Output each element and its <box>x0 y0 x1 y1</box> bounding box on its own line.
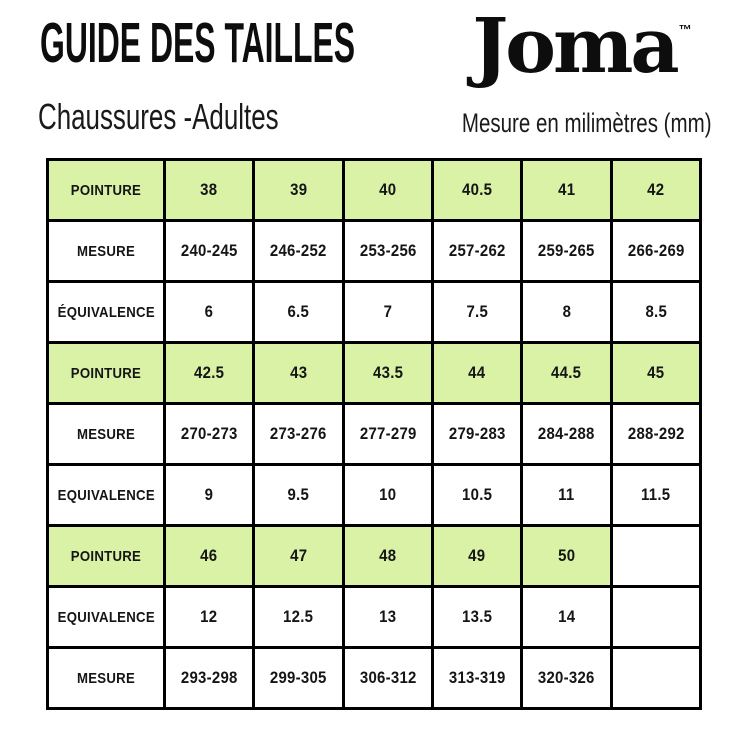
table-cell: 320-326 <box>522 648 611 709</box>
table-cell: 12.5 <box>254 587 343 648</box>
table-cell: 8 <box>522 282 611 343</box>
table-cell: 8.5 <box>611 282 700 343</box>
table-cell: 39 <box>254 160 343 221</box>
table-cell: 14 <box>522 587 611 648</box>
table-cell: 13 <box>343 587 432 648</box>
table-cell: 10.5 <box>432 465 521 526</box>
table-cell: 43.5 <box>343 343 432 404</box>
table-cell: 6 <box>165 282 254 343</box>
row-label-cell: POINTURE <box>48 160 165 221</box>
row-label-cell: ÉQUIVALENCE <box>48 282 165 343</box>
table-cell: 288-292 <box>611 404 700 465</box>
table-cell: 48 <box>343 526 432 587</box>
table-row-equivalence-1 <box>48 282 701 343</box>
table-cell: 43 <box>254 343 343 404</box>
table-cell: 41 <box>522 160 611 221</box>
size-table <box>46 158 702 710</box>
row-label-cell: MESURE <box>48 221 165 282</box>
table-cell: 40 <box>343 160 432 221</box>
table-cell: 293-298 <box>165 648 254 709</box>
table-cell: 240-245 <box>165 221 254 282</box>
table-cell: 7 <box>343 282 432 343</box>
table-cell: 259-265 <box>522 221 611 282</box>
table-cell: 45 <box>611 343 700 404</box>
row-label-cell: POINTURE <box>48 343 165 404</box>
table-row-mesure-1 <box>48 221 701 282</box>
measure-unit-note: Mesure en milimètres (mm) <box>462 108 712 138</box>
table-cell: 11 <box>522 465 611 526</box>
row-label-cell: POINTURE <box>48 526 165 587</box>
table-row-mesure-3 <box>48 648 701 709</box>
table-cell: 266-269 <box>611 221 700 282</box>
row-label-cell: MESURE <box>48 404 165 465</box>
table-row-equivalence-3 <box>48 587 701 648</box>
table-cell: 313-319 <box>432 648 521 709</box>
table-cell: 50 <box>522 526 611 587</box>
brand-block <box>452 1 712 90</box>
table-cell: 44.5 <box>522 343 611 404</box>
row-label-cell: EQUIVALENCE <box>48 465 165 526</box>
table-cell: 6.5 <box>254 282 343 343</box>
table-row-mesure-2 <box>48 404 701 465</box>
table-cell: 273-276 <box>254 404 343 465</box>
table-cell: 7.5 <box>432 282 521 343</box>
table-cell: 38 <box>165 160 254 221</box>
table-cell: 299-305 <box>254 648 343 709</box>
table-cell: 10 <box>343 465 432 526</box>
table-cell: 42.5 <box>165 343 254 404</box>
table-row-equivalence-2 <box>48 465 701 526</box>
row-label-cell: EQUIVALENCE <box>48 587 165 648</box>
joma-logo <box>472 1 692 90</box>
table-cell: 257-262 <box>432 221 521 282</box>
table-cell: 246-252 <box>254 221 343 282</box>
table-cell-empty <box>611 587 700 648</box>
table-row-pointure-3 <box>48 526 701 587</box>
table-cell: 40.5 <box>432 160 521 221</box>
table-cell: 49 <box>432 526 521 587</box>
trademark-symbol: ™ <box>678 22 692 37</box>
table-cell: 9.5 <box>254 465 343 526</box>
table-cell: 44 <box>432 343 521 404</box>
table-cell: 47 <box>254 526 343 587</box>
table-cell: 46 <box>165 526 254 587</box>
table-cell: 277-279 <box>343 404 432 465</box>
table-row-pointure-2 <box>48 343 701 404</box>
table-cell: 13.5 <box>432 587 521 648</box>
brand-wordmark: Joma <box>472 1 677 90</box>
page-subtitle: Chaussures -Adultes <box>38 96 279 137</box>
table-cell-empty <box>611 648 700 709</box>
table-cell: 284-288 <box>522 404 611 465</box>
table-row-pointure-1 <box>48 160 701 221</box>
table-cell: 9 <box>165 465 254 526</box>
table-cell: 279-283 <box>432 404 521 465</box>
table-cell: 306-312 <box>343 648 432 709</box>
table-cell: 11.5 <box>611 465 700 526</box>
page-title: GUIDE DES TAILLES <box>40 11 356 75</box>
table-cell: 12 <box>165 587 254 648</box>
table-cell-empty <box>611 526 700 587</box>
row-label-cell: MESURE <box>48 648 165 709</box>
table-cell: 270-273 <box>165 404 254 465</box>
table-cell: 253-256 <box>343 221 432 282</box>
table-cell: 42 <box>611 160 700 221</box>
